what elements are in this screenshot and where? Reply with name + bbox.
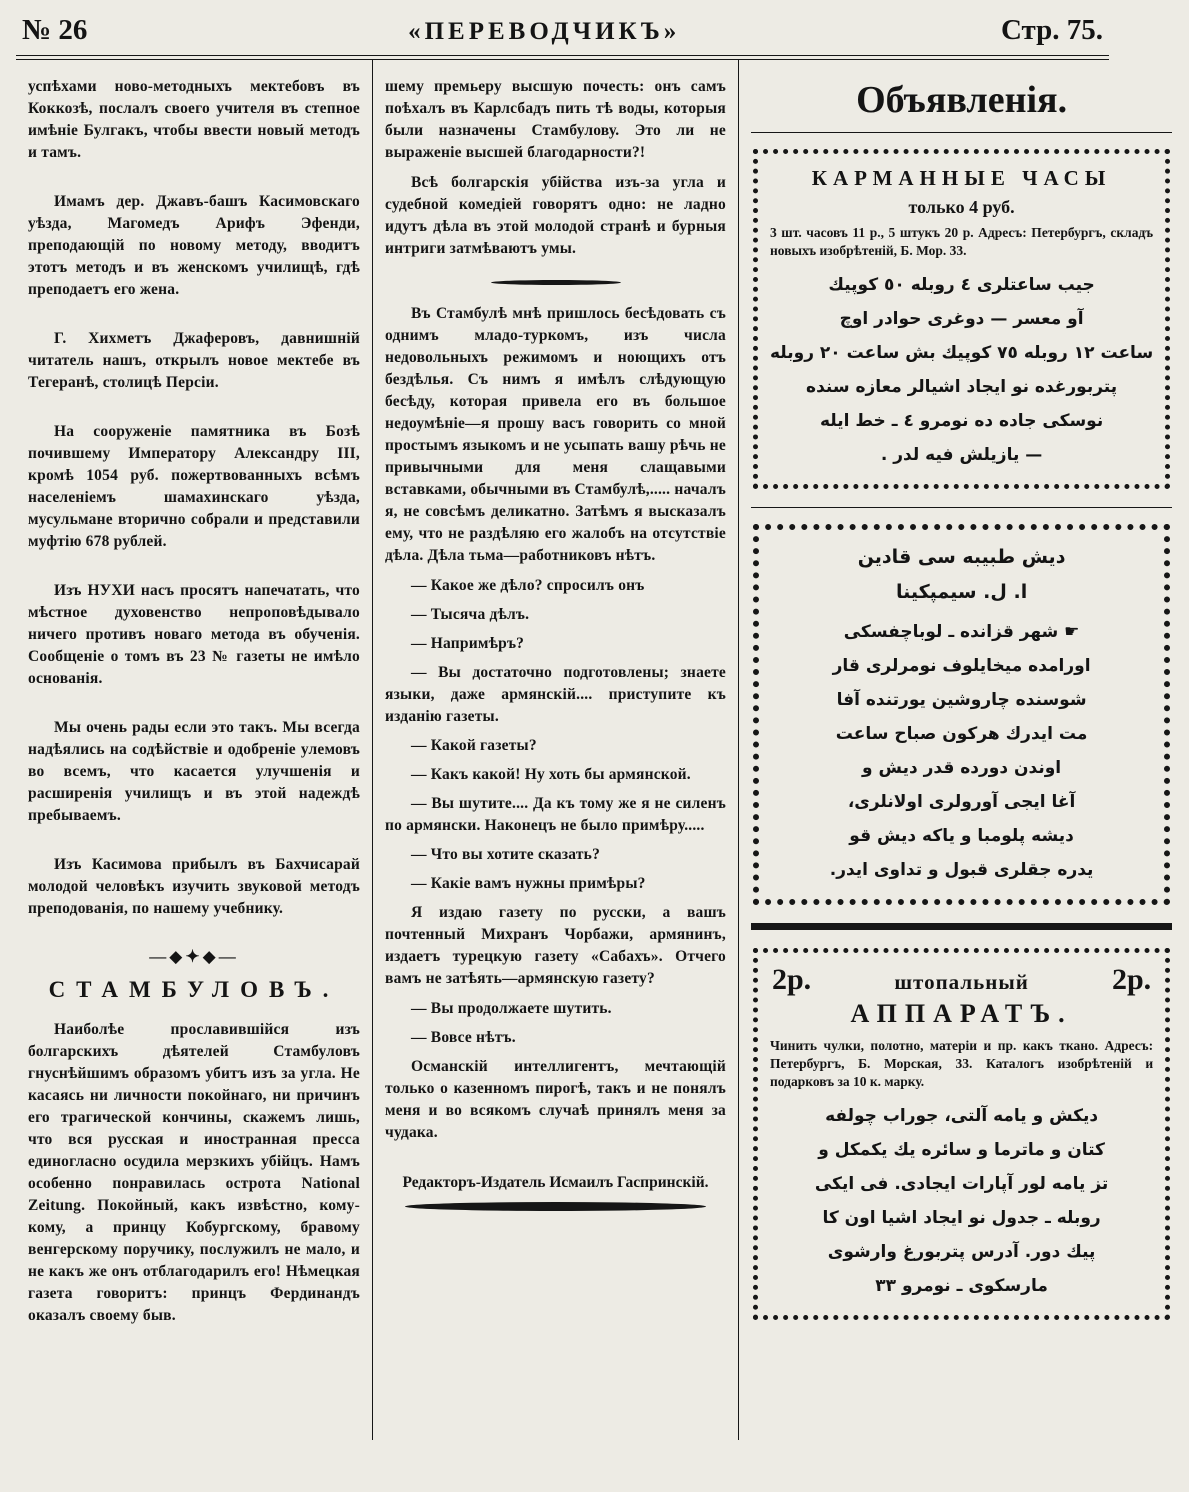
dialog-line: — Какъ какой! Ну хоть бы армянской. xyxy=(411,766,691,783)
ottoman-line: مت ايدرك هركون صباح ساعت xyxy=(835,723,1088,744)
paragraph: Мы очень рады если это такъ. Мы всегда надѣялись на содѣйствіе и одобреніе улемовъ во всемъ, что касается улучшенія и расширенія училищъ и въ этой надеждѣ пребываемъ. xyxy=(28,719,360,824)
ottoman-line: مارسكوى ـ نومرو ٣٣ xyxy=(875,1276,1048,1297)
rule-thin xyxy=(751,507,1172,508)
paragraph: Османскій интеллигентъ, мечтающій только о казенномъ пирогѣ, такъ и не понялъ меня и во всякомъ случаѣ принялъ меня за чудака. xyxy=(385,1058,726,1141)
ottoman-line: ديشه پلومبا و ياكه ديش قو xyxy=(849,825,1074,846)
tailpiece-bar xyxy=(405,1202,705,1211)
ottoman-line pointing-hand-icon: ☛ شهر قزانده ـ لوباچفسكى xyxy=(843,621,1080,642)
dialog-line: — Вы достаточно подготовлены; знаете языки, даже армянскій.... приступите къ изданію газеты. xyxy=(385,664,726,725)
ottoman-line: روبله ـ جدول نو ايجاد اشيا اون كا xyxy=(822,1208,1101,1229)
dialog-line: — Вы продолжаете шутить. xyxy=(411,1000,612,1017)
ad-darning-apparatus xyxy=(753,948,1170,1321)
ottoman-line: پيك دور. آدرس پتربورغ وارشوى xyxy=(827,1242,1096,1263)
paragraph: Я издаю газету по русски, а вашъ почтенный Михранъ Чорбажи, армянинъ, издаетъ турецкую газету «Сабахъ». Отчего вамъ не затѣять—армянскую газету? xyxy=(385,904,726,987)
ottoman-line: اورامده ميخايلوف نومرلرى قار xyxy=(832,655,1091,676)
ad-subhead: только 4 руб. xyxy=(908,197,1015,217)
editor-imprint: Редакторъ-Издатель Исмаилъ Гаспринскій. xyxy=(402,1174,709,1191)
columns xyxy=(16,59,1154,1440)
dentist-heading-line: ا. ل. سيمپكينا xyxy=(895,580,1028,603)
ornament-divider-icon: —◆✦◆— xyxy=(149,947,239,966)
ottoman-line: آغا ايجى آورولرى اولانلرى، xyxy=(847,791,1076,812)
ottoman-line: ديكش و يامه آلتى، جوراب چولفه xyxy=(825,1106,1099,1127)
ad-details: Чинить чулки, полотно, матеріи и пр. какъ ткано. Адресъ: Петербургъ, Б. Морская, 33. Каталогъ изобрѣтеній и подарковъ за 10 к. марку. xyxy=(770,1037,1154,1090)
masthead xyxy=(16,8,1109,56)
ottoman-line: كتان و ماترما و سائره يك يكمكل و xyxy=(818,1140,1105,1161)
page-number: Стр. 75. xyxy=(1000,14,1103,46)
ads-section-title: Объявленія. xyxy=(856,79,1068,121)
ad-pocket-watches xyxy=(753,149,1170,489)
ottoman-line: يدره جقلرى قبول و تداوى ايدر. xyxy=(829,859,1094,880)
ottoman-text-block xyxy=(770,268,1153,472)
issue-number: № 26 xyxy=(22,14,88,46)
ottoman-line: ساعت ١٢ روبله ٧٥ كوپيك بش ساعت ٢٠ روبله xyxy=(770,343,1154,364)
ottoman-text-block xyxy=(771,615,1152,887)
paragraph: Въ Стамбулѣ мнѣ пришлось бесѣдовать съ однимъ младо-туркомъ, изъ числа недовольныхъ режимомъ и ноющихъ отъ бездѣлья. Съ нимъ я имѣлъ слѣдующую бесѣду, которая привела его въ большое недоумѣніе—я прошу васъ говорить со мной простымъ языкомъ и не усыпать вашу рѣчь не привычными для меня слащавыми вставками, обычными въ Стамбулѣ,..... началъ я, не совсѣмъ деликатно. Затѣмъ я высказалъ ему, что не раздѣляю его жалобъ на отсутствіе дѣла. Дѣла тьма—работниковъ нѣтъ. xyxy=(385,305,726,564)
dialog-line: — Что вы хотите сказать? xyxy=(411,846,601,863)
ad-price-row xyxy=(772,963,1151,997)
paragraph: Всѣ болгарскія убійства изъ-за угла и судебной комедіей говорятъ одно: не ладно идутъ дѣла въ этой молодой странѣ и бурныя интриги затмѣваютъ умы. xyxy=(385,174,726,257)
dialog-line: — Какіе вамъ нужны примѣры? xyxy=(411,875,646,892)
dialog-line: — Напримѣръ? xyxy=(411,635,525,652)
section-title: СТАМБУЛОВЪ. xyxy=(48,977,340,1002)
paragraph: Г. Хихметъ Джаферовъ, давнишній читатель нашъ, открылъ новое мектебе въ Тегеранѣ, столицѣ Персіи. xyxy=(28,330,360,391)
ad-headline: КАРМАННЫЕ ЧАСЫ xyxy=(811,166,1112,190)
paragraph: шему премьеру высшую почесть: онъ самъ поѣхалъ въ Карлсбадъ пить тѣ воды, которыя были назначены Стамбулову. Это ли не выраженіе высшей благодарности?! xyxy=(385,78,726,161)
ad-word: штопальный xyxy=(894,969,1029,994)
ottoman-line: تز يامه لور آپارات ايجادى. فى ايكى xyxy=(814,1174,1109,1195)
paragraph: На сооруженіе памятника въ Бозѣ почившему Императору Александру III, кромѣ 1054 руб. пожертвованныхъ всѣмъ населеніемъ шамахинскаго уѣзда, мусульмане вторично собрали и представили муфтію 678 рублей. xyxy=(28,423,360,550)
divider-bar xyxy=(491,280,621,285)
ottoman-text-block xyxy=(770,1099,1153,1303)
dialog-line: — Вовсе нѣтъ. xyxy=(411,1029,516,1046)
paragraph: Изъ Касимова прибылъ въ Бахчисарай молодой человѣкъ изучить звуковой методъ преподованія, по нашему учебнику. xyxy=(28,856,360,917)
ottoman-line: شوسنده چاروشين يورتنده آفا xyxy=(836,689,1087,710)
paragraph: Изъ НУХИ насъ просятъ напечатать, что мѣстное духовенство непроповѣдывало ничего противъ новаго метода въ обученія. Сообщеніе о томъ въ 23 № газеты не имѣло основанія. xyxy=(28,582,360,687)
dialog-line: — Тысяча дѣлъ. xyxy=(411,606,530,623)
ottoman-line: جيب ساعتلرى ٤ روبله ٥٠ كوپيك xyxy=(828,275,1095,296)
dentist-heading-line: ديش طبيبه سى قادين xyxy=(857,546,1066,569)
ad-headline xyxy=(771,540,1152,608)
ad-details: 3 шт. часовъ 11 р., 5 штукъ 20 р. Адресъ: Петербургъ, складъ новыхъ изобрѣтеній, Б. Мор. 33. xyxy=(770,225,1154,259)
rule-thin xyxy=(751,132,1172,133)
paragraph: успѣхами ново-методныхъ мектебовъ въ Коккозѣ, послалъ своего учителя въ степное имѣніе Булгакъ, чтобы ввести новый методъ и тамъ. xyxy=(28,78,360,161)
rule-thick xyxy=(751,923,1172,930)
price-left: 2р. xyxy=(772,962,812,996)
column-left xyxy=(16,60,372,1440)
ottoman-line: آو معسر — دوغرى حوادر اوچ xyxy=(839,309,1084,330)
newspaper-title: «ПЕРЕВОДЧИКЪ» xyxy=(408,18,681,45)
ottoman-line: — يازيلش فيه لدر . xyxy=(880,445,1043,466)
dialog-line: — Какой газеты? xyxy=(411,737,537,754)
paragraph: Наиболѣе прославившійся изъ болгарскихъ дѣятелей Стамбуловъ гнуснѣйшимъ образомъ убитъ изъ за угла. Не касаясь ни личности покойнаго, ни причинъ его трагической кончины, скажемъ лишь, что вся русская и иностранная пресса единогласно осудила мерзкихъ убійцъ. Намъ особенно понравилась острота National Zeitung. Покойный, какъ извѣстно, кому-кому, а принцу Кобургскому, бравому венгерскому поручику, послужилъ не мало, и не какъ же онъ отблагодарилъ его! Нѣмецкая газета говоритъ: принцъ Фердинандъ оказалъ своему быв. xyxy=(28,1021,360,1324)
ottoman-line: اوندن دورده قدر ديش و xyxy=(862,757,1062,778)
column-ads xyxy=(738,60,1184,1440)
ottoman-line: نوسكى جاده ده نومرو ٤ ـ خط ايله xyxy=(819,411,1104,432)
ad-dentist xyxy=(753,524,1170,904)
dialog-line: — Какое же дѣло? спросилъ онъ xyxy=(411,577,645,594)
dialog-line: — Вы шутите.... Да къ тому же я не силенъ по армянски. Наконецъ не было примѣру..... xyxy=(385,795,726,834)
price-right: 2р. xyxy=(1111,962,1152,996)
ottoman-line: پتربورغده نو ايجاد اشيالر معازه سنده xyxy=(806,377,1118,398)
ad-headline: АППАРАТЪ. xyxy=(850,998,1073,1028)
column-middle xyxy=(372,60,738,1440)
paragraph: Имамъ дер. Джавъ-башъ Касимовскаго уѣзда, Магомедъ Арифъ Эфенди, преподающій по новому методу, вводитъ этотъ методъ и въ женскомъ училищѣ, гдѣ преподаетъ его жена. xyxy=(28,193,360,298)
